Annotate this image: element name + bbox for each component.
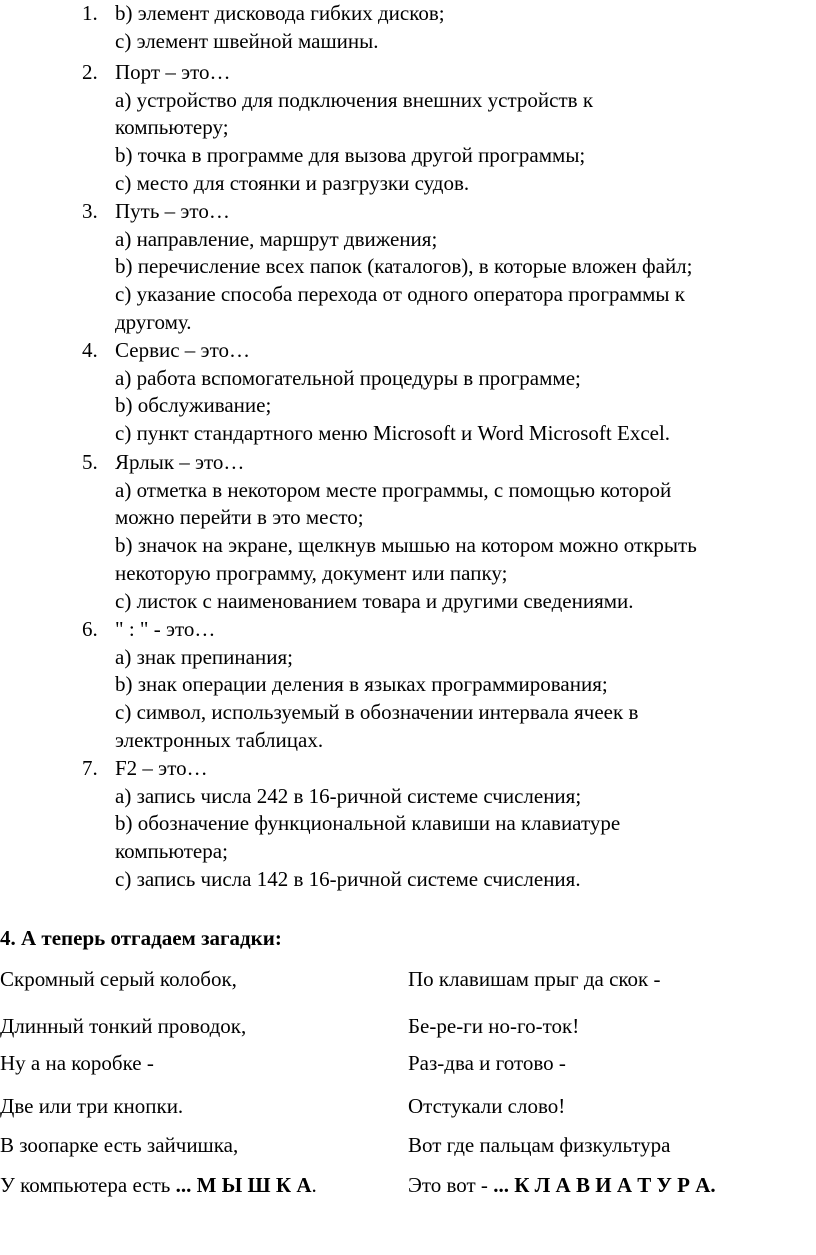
question-5 xyxy=(0,449,697,615)
question-number: 6. xyxy=(82,617,98,641)
option-line: b) значок на экране, щелкнув мышью на котором можно открыть xyxy=(115,533,697,558)
question-prompt: Ярлык – это… xyxy=(115,450,245,474)
question-number: 2. xyxy=(82,60,98,84)
option-line: a) запись числа 242 в 16-ричной системе счисления; xyxy=(115,783,582,808)
riddle-answer-mouse: ... М Ы Ш К А xyxy=(175,1173,312,1197)
riddle-line-right: Отстукали слово! xyxy=(408,1094,566,1118)
option-line: b) обозначение функциональной клавиши на клавиатуре xyxy=(115,811,621,836)
question-number: 1. xyxy=(82,1,98,25)
option-line: c) элемент швейной машины. xyxy=(115,28,379,53)
question-number: 7. xyxy=(82,756,98,780)
option-line: другому. xyxy=(115,309,192,334)
question-prompt: Порт – это… xyxy=(115,60,231,84)
riddle-line-left: Скромный серый колобок, xyxy=(0,967,237,991)
option-line: электронных таблицах. xyxy=(115,727,324,752)
option-line: можно перейти в это место; xyxy=(115,505,364,530)
riddle-line-left: В зоопарке есть зайчишка, xyxy=(0,1133,239,1157)
question-prompt: Сервис – это… xyxy=(115,338,250,362)
question-number: 4. xyxy=(82,338,98,362)
question-7 xyxy=(0,755,620,894)
option-line: c) место для стоянки и разгрузки судов. xyxy=(115,170,470,195)
riddle-line-right-answer xyxy=(408,1171,716,1199)
option-line: b) перечисление всех папок (каталогов), в которые вложен файл; xyxy=(115,254,693,279)
question-3 xyxy=(0,198,693,337)
option-line: c) листок с наименованием товара и другими сведениями. xyxy=(115,588,634,613)
riddle-text: Это вот - xyxy=(408,1173,494,1197)
riddle-punctuation: . xyxy=(311,1173,317,1197)
riddle-line-left: Две или три кнопки. xyxy=(0,1094,184,1118)
option-line: a) работа вспомогательной процедуры в программе; xyxy=(115,365,581,390)
question-6 xyxy=(0,616,638,755)
option-line: a) направление, маршрут движения; xyxy=(115,226,438,251)
riddle-line-left: Длинный тонкий проводок, xyxy=(0,1014,247,1038)
question-2 xyxy=(0,59,593,198)
option-line: c) запись числа 142 в 16-ричной системе счисления. xyxy=(115,866,581,891)
option-line: b) обслуживание; xyxy=(115,393,272,418)
riddle-answer-keyboard: ... К Л А В И А Т У Р А. xyxy=(493,1173,716,1197)
option-line: c) пункт стандартного меню Microsoft и Word Microsoft Excel. xyxy=(115,421,671,446)
question-prompt: Путь – это… xyxy=(115,199,230,223)
option-line: b) элемент дисковода гибких дисков; xyxy=(115,1,445,25)
option-line: a) знак препинания; xyxy=(115,644,293,669)
question-4 xyxy=(0,337,670,448)
option-line: некоторую программу, документ или папку; xyxy=(115,560,508,585)
question-prompt: F2 – это… xyxy=(115,756,208,780)
option-line: a) устройство для подключения внешних устройств к xyxy=(115,87,594,112)
question-prompt: " : " - это… xyxy=(115,617,216,641)
option-line: a) отметка в некотором месте программы, с помощью которой xyxy=(115,477,672,502)
riddle-line-right: Раз-два и готово - xyxy=(408,1051,566,1075)
question-number: 3. xyxy=(82,199,98,223)
riddle-line-left: Ну а на коробке - xyxy=(0,1051,154,1075)
option-line: c) символ, используемый в обозначении интервала ячеек в xyxy=(115,700,639,725)
question-1 xyxy=(0,0,445,55)
riddle-text: У компьютера есть xyxy=(0,1173,176,1197)
riddle-line-left-answer xyxy=(0,1171,317,1199)
option-line: b) точка в программе для вызова другой программы; xyxy=(115,143,586,168)
riddle-line-right: Вот где пальцам физкультура xyxy=(408,1133,671,1157)
question-number: 5. xyxy=(82,450,98,474)
option-line: компьютера; xyxy=(115,839,228,864)
riddles-heading: 4. А теперь отгадаем загадки: xyxy=(0,926,282,950)
riddle-line-right: По клавишам прыг да скок - xyxy=(408,967,661,991)
option-line: b) знак операции деления в языках программирования; xyxy=(115,672,608,697)
option-line: c) указание способа перехода от одного оператора программы к xyxy=(115,282,685,307)
option-line: компьютеру; xyxy=(115,115,229,140)
riddle-line-right: Бе-ре-ги но-го-ток! xyxy=(408,1014,580,1038)
